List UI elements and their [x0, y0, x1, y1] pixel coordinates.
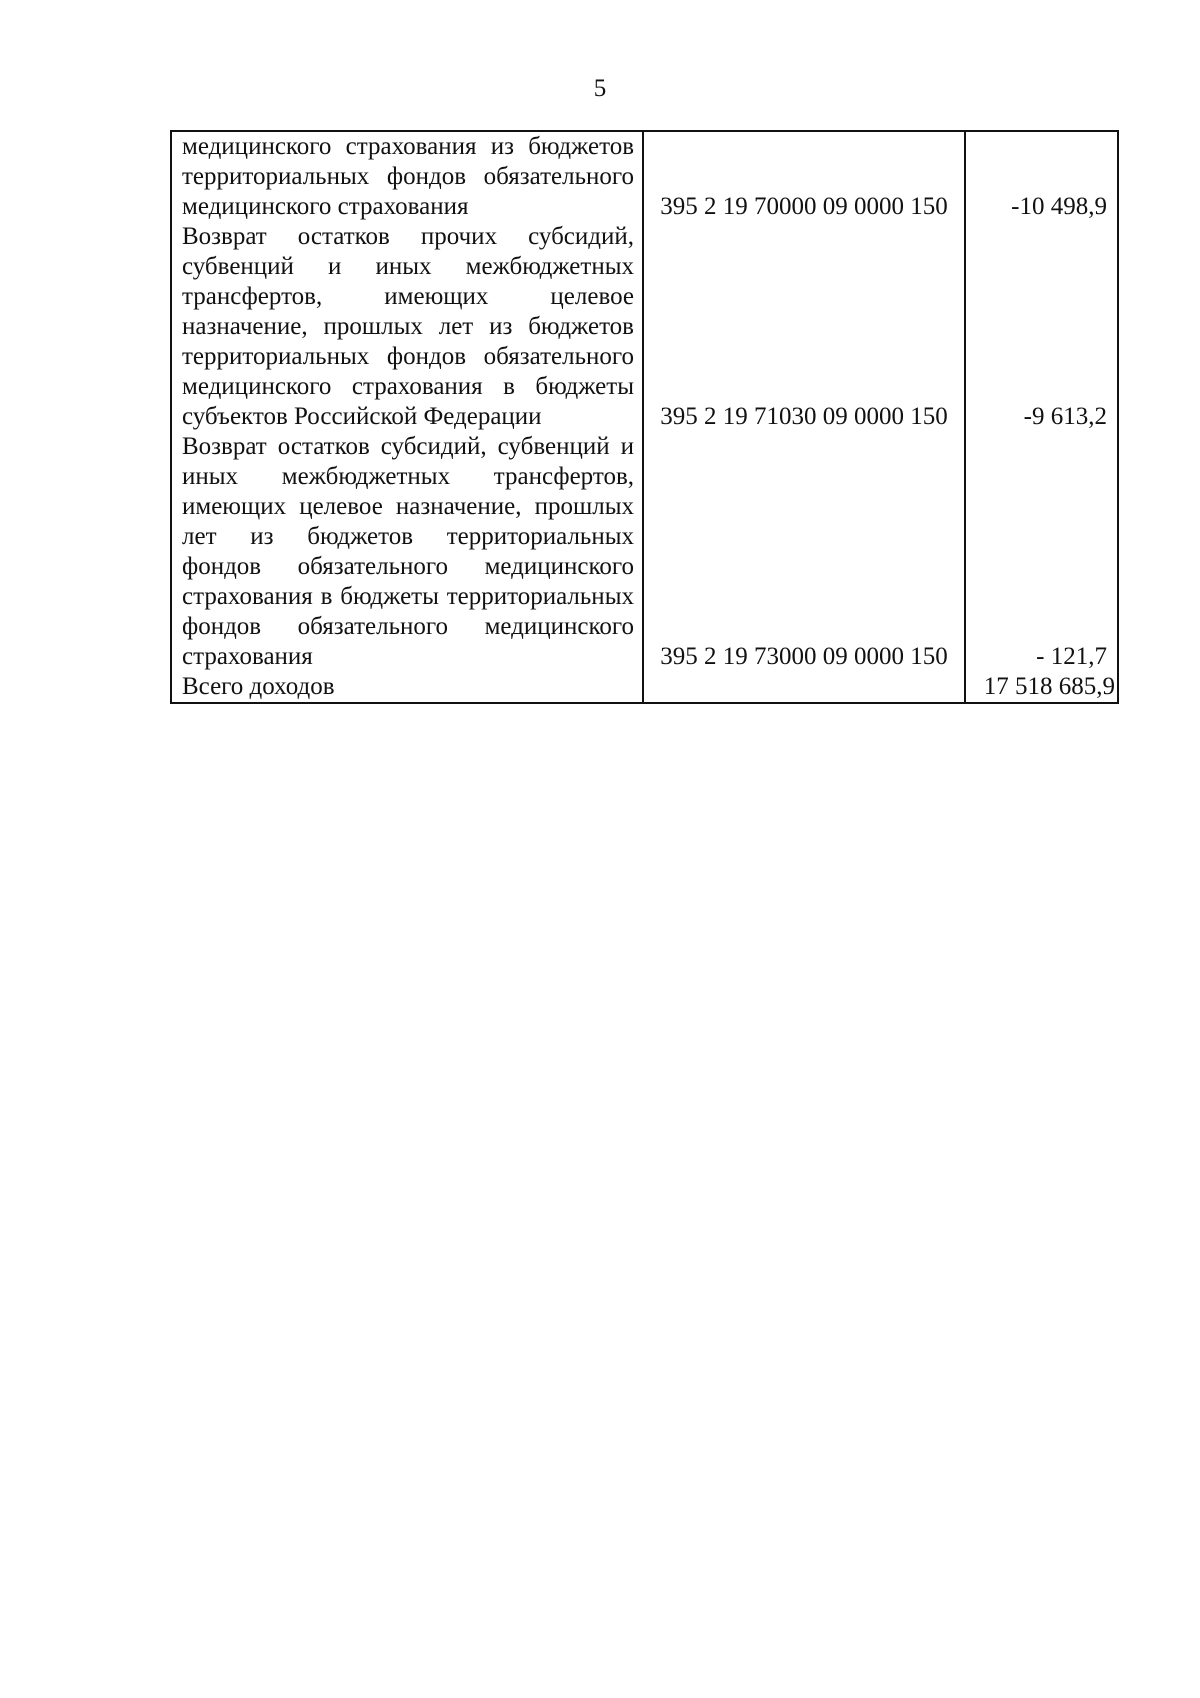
revenue-table	[170, 130, 1119, 704]
row-amount: - 121,7	[965, 432, 1118, 672]
page-number: 5	[593, 75, 607, 102]
table-row	[171, 432, 1118, 672]
row-name: Возврат остатков субсидий, субвенций и иных межбюджетных трансфертов, имеющих целевое назначение, прошлых лет из бюджетов территориальных фондов обязательного медицинского страхования в бюджеты территориальных фондов обязательного медицинского страхования	[171, 432, 643, 672]
table-row	[171, 131, 1118, 222]
row-amount: -10 498,9	[965, 131, 1118, 222]
row-budget-code: 395 2 19 73000 09 0000 150	[643, 432, 965, 672]
total-amount: 17 518 685,9	[965, 672, 1118, 703]
total-label: Всего доходов	[171, 672, 643, 703]
row-name: медицинского страхования из бюджетов территориальных фондов обязательного медицинского страхования	[171, 131, 643, 222]
row-name: Возврат остатков прочих субсидий, субвенций и иных межбюджетных трансфертов, имеющих целевое назначение, прошлых лет из бюджетов территориальных фондов обязательного медицинского страхования в бюджеты субъектов Российской Федерации	[171, 222, 643, 432]
table-row	[171, 222, 1118, 432]
row-budget-code: 395 2 19 71030 09 0000 150	[643, 222, 965, 432]
total-row	[171, 672, 1118, 703]
total-budget-code	[643, 672, 965, 703]
row-amount: -9 613,2	[965, 222, 1118, 432]
row-budget-code: 395 2 19 70000 09 0000 150	[643, 131, 965, 222]
